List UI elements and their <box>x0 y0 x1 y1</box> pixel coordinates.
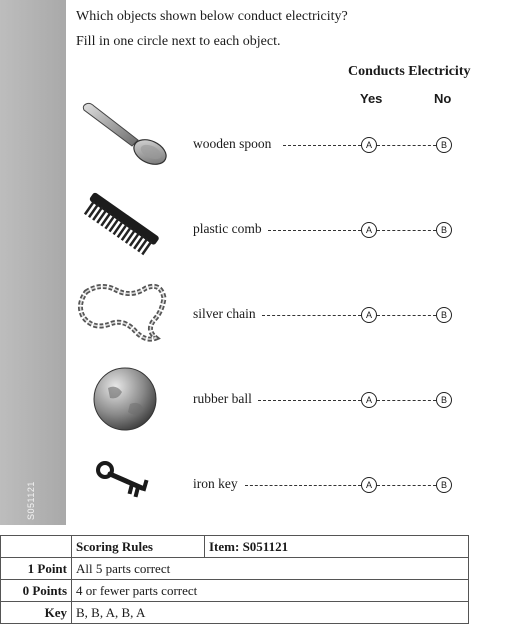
row-value: B, B, A, B, A <box>72 602 469 624</box>
row-label: 0 Points <box>1 580 72 602</box>
list-item <box>0 306 528 326</box>
instruction-text: Fill in one circle next to each object. <box>76 34 281 49</box>
table-row <box>1 580 469 602</box>
column-title: Conducts Electricity <box>348 64 471 79</box>
question-text: Which objects shown below conduct electricity? <box>76 9 348 24</box>
leader-line <box>245 485 361 486</box>
answer-bubble-a[interactable]: A <box>361 137 377 153</box>
answer-bubble-a[interactable]: A <box>361 222 377 238</box>
answer-bubble-b[interactable]: B <box>436 477 452 493</box>
row-label: Key <box>1 602 72 624</box>
item-label: plastic comb <box>193 221 262 236</box>
item-label: iron key <box>193 476 238 491</box>
leader-line <box>377 230 436 231</box>
leader-line <box>377 400 436 401</box>
item-label: rubber ball <box>193 391 252 406</box>
item-id-header: Item: S051121 <box>205 536 469 558</box>
item-label: wooden spoon <box>193 136 272 151</box>
answer-bubble-b[interactable]: B <box>436 137 452 153</box>
table-row <box>1 536 469 558</box>
row-label: 1 Point <box>1 558 72 580</box>
leader-line <box>377 315 436 316</box>
scoring-rules-header: Scoring Rules <box>72 536 205 558</box>
column-no-header: No <box>434 91 452 106</box>
answer-bubble-b[interactable]: B <box>436 392 452 408</box>
leader-line <box>262 315 361 316</box>
list-item <box>0 136 528 156</box>
list-item <box>0 221 528 241</box>
sidebar-item-code: S051121 <box>26 481 36 520</box>
answer-bubble-a[interactable]: A <box>361 307 377 323</box>
sidebar-strip <box>0 0 66 525</box>
table-row <box>1 558 469 580</box>
leader-line <box>268 230 361 231</box>
item-label: silver chain <box>193 306 256 321</box>
list-item <box>0 391 528 411</box>
leader-line <box>258 400 361 401</box>
row-value: 4 or fewer parts correct <box>72 580 469 602</box>
list-item <box>0 476 528 496</box>
wooden-spoon-icon <box>80 100 170 170</box>
leader-line <box>377 485 436 486</box>
leader-line <box>283 145 361 146</box>
table-row <box>1 602 469 624</box>
table-cell <box>1 536 72 558</box>
answer-bubble-a[interactable]: A <box>361 392 377 408</box>
scoring-table <box>0 535 469 624</box>
column-yes-header: Yes <box>360 91 383 106</box>
answer-bubble-b[interactable]: B <box>436 307 452 323</box>
leader-line <box>377 145 436 146</box>
answer-bubble-b[interactable]: B <box>436 222 452 238</box>
answer-bubble-a[interactable]: A <box>361 477 377 493</box>
row-value: All 5 parts correct <box>72 558 469 580</box>
